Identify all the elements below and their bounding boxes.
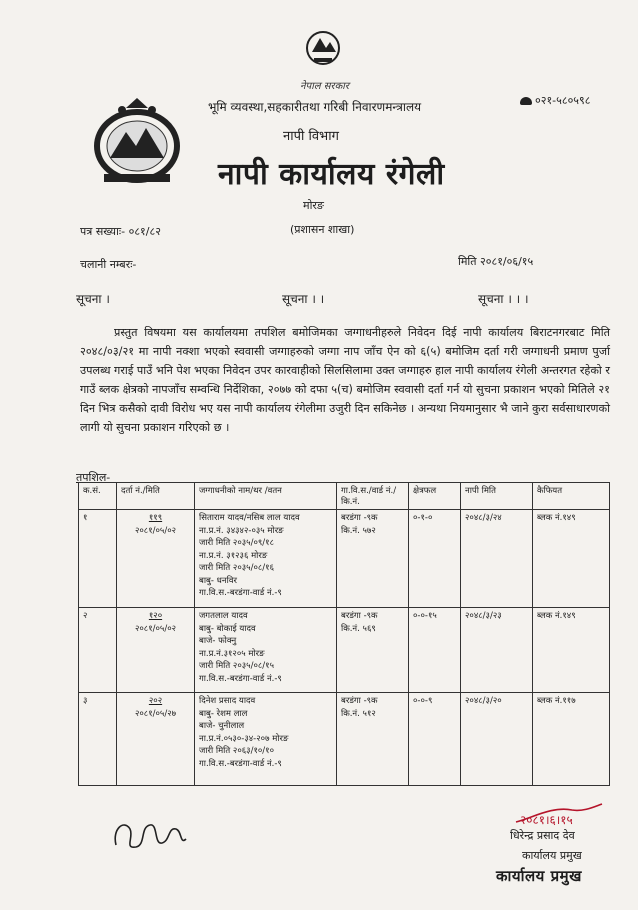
government-logo-icon xyxy=(300,28,346,78)
branch-name: (प्रशासन शाखा) xyxy=(290,223,355,236)
signer-name: धिरेन्द्र प्रसाद देव xyxy=(510,829,575,842)
cell-location: बरडंगा -९क कि.नं. ५६९ xyxy=(337,608,409,693)
notice-heading-2: सूचना । । xyxy=(282,292,325,306)
cell-sn: २ xyxy=(79,608,117,693)
notice-body: प्रस्तुत विषयमा यस कार्यालयमा तपशिल बमोजिमका जग्गाधनीहरुले निवेदन दिई नापी कार्यालय बिराटनगरबाट मिति २०४८/०३/२१ मा नापी नक्शा भएको स्ववासी जग्गाहरुको जग्गा नाप जाँच ऐन को ६(५) बमोजिम दर्ता गरी जग्गाधनी प्रमाण पुर्जा उपलब्ध गराई पाउँ भनि पेश भएका निवेदन उपर कारवाहीको सिलसिलामा उक्त जग्गाहरु हाल नापी कार्यालय रंगेली अन्तरगत रहेको र गाउँ ब्लक क्षेत्रको नापजाँच सम्वन्धि निर्देशिका, २०७७ को दफा ५(च) बमोजिम स्ववासी दर्ता गर्न यो सुचना प्रकाशन भएको मितिले २१ दिन भित्र कसैको दावी विरोध भए यस नापी कार्यालय रंगेलीमा उजुरी दिन सकिनेछ । अन्यथा नियमानुसार भै जाने कुरा सर्वसाधारणको लागी यो सुचना प्रकाशन गरिएको छ । xyxy=(80,326,610,434)
cell-owner: दिनेश प्रसाद यादव बाबु- रेशम लाल बाजे- चुनीलाल ना.प्र.नं.०५३०-३४-२०७ मोरङ जारी मिति २०६३/१०/१० गा.वि.स.-बरडंगा-वार्ड नं.-९ xyxy=(195,693,337,786)
cell-owner: सिताराम यादव/नसिब लाल यादव ना.प्र.नं. ३४३४२-०३५ मोरङ जारी मिति २०३५/०९/१८ ना.प्र.नं. ३१२३६ मोरङ जारी मिति २०३५/०८/१६ बाबु- धनविर गा.वि.स.-बरडंगा-वार्ड नं.-९ xyxy=(195,510,337,608)
cell-owner: जगतलाल यादव बाबु- बोकाई यादव बाजे- फोक्नु ना.प्र.नं.३१२०५ मोरङ जारी मिति २०३५/०८/१५ गा.वि.स.-बरडंगा-वार्ड नं.-९ xyxy=(195,608,337,693)
ministry-name: भूमि व्यवस्था,सहकारीतथा गरिबी निवारणमन्त्रालय xyxy=(208,100,422,114)
cell-darta: २०२ २०८१/०५/२७ xyxy=(117,693,195,786)
cell-remark: ब्लक नं.१४९ xyxy=(533,608,610,693)
header-napi-date: नापी मिति xyxy=(461,483,533,510)
cell-location: बरडंगा -९क कि.नं. ५७२ xyxy=(337,510,409,608)
notice-heading-3: सूचना । । । xyxy=(478,292,529,306)
district-name: मोरङ xyxy=(303,199,324,212)
header-location: गा.वि.स./वार्ड नं./कि.नं. xyxy=(337,483,409,510)
details-label: तपशिल- xyxy=(76,471,111,484)
header-sn: क.सं. xyxy=(79,483,117,510)
header-area: क्षेत्रफल xyxy=(409,483,461,510)
cell-napi-date: २०४८/३/२० xyxy=(461,693,533,786)
signature-scribble-icon xyxy=(110,815,190,857)
telephone-icon xyxy=(520,97,532,105)
notice-heading-1: सूचना । xyxy=(76,292,110,306)
cell-area: ०-०-१५ xyxy=(409,608,461,693)
nepal-emblem-icon xyxy=(86,96,188,188)
cell-darta: १२० २०८१/०५/०२ xyxy=(117,608,195,693)
letter-number: पत्र सख्याः- ०८१/८२ xyxy=(80,225,161,238)
cell-sn: ३ xyxy=(79,693,117,786)
table-row xyxy=(79,510,610,608)
table-row xyxy=(79,608,610,693)
cell-darta: ११९ २०८१/०५/०२ xyxy=(117,510,195,608)
office-head-stamp: कार्यालय प्रमुख xyxy=(496,867,582,885)
signer-title: कार्यालय प्रमुख xyxy=(522,849,582,862)
office-title: नापी कार्यालय रंगेली xyxy=(218,157,445,192)
cell-remark: ब्लक नं.१४९ xyxy=(533,510,610,608)
department-name: नापी विभाग xyxy=(283,129,339,144)
header-remark: कैफियत xyxy=(533,483,610,510)
cell-sn: १ xyxy=(79,510,117,608)
cell-area: ०-१-० xyxy=(409,510,461,608)
table-header-row xyxy=(79,483,610,510)
cell-napi-date: २०४८/३/२४ xyxy=(461,510,533,608)
cell-napi-date: २०४८/३/२३ xyxy=(461,608,533,693)
table-row xyxy=(79,693,610,786)
cell-area: ०-०-९ xyxy=(409,693,461,786)
handwritten-date-signature xyxy=(512,800,606,828)
letter-date: मिति २०८१/०६/१५ xyxy=(458,255,534,268)
header-darta: दर्ता नं./मिति xyxy=(117,483,195,510)
nepal-sarkar-text: नेपाल सरकार xyxy=(300,81,349,92)
cell-remark: ब्लक नं.११७ xyxy=(533,693,610,786)
details-table xyxy=(78,482,610,786)
phone-number: ०२१-५८०५९८ xyxy=(520,93,590,108)
svg-text:२०८१।६।१५: २०८१।६।१५ xyxy=(520,813,573,827)
dispatch-number: चलानी नम्बरः- xyxy=(80,258,137,271)
header-owner: जग्गाधनीको नाम/थर /वतन xyxy=(195,483,337,510)
cell-location: बरडंगा -९क कि.नं. ५१२ xyxy=(337,693,409,786)
